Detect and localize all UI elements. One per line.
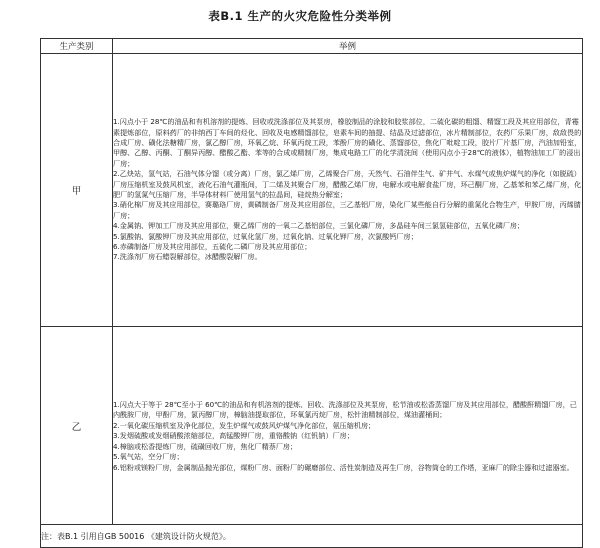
example-item: 1.闪点大于等于 28℃至小于 60℃的油品和有机溶剂的提炼、回收、洗涤部位及其泵房，松节油或松香蒸馏厂房及其应用部位，醋酸酐精馏厂房，己内酰胺厂房，甲酚厂房，氯丙醇厂房，樟脑油提取部位，环氧氯丙烷厂房，松针油精制部位，煤油灌桶间； [113, 400, 577, 420]
table-caption: 表B.1 生产的火灾危险性分类举例 [208, 9, 392, 23]
example-item: 3.发烟硫酸或发烟硝酸浓缩部位，高锰酸钾厂房，重铬酸钠（红钒钠）厂房； [113, 431, 354, 441]
table-row [41, 327, 583, 525]
example-item: 6.铝粉或镁粉厂房，金属制品抛光部位，煤粉厂房、面粉厂的碾磨部位、活性炭制造及再生厂房，谷物筒仓的工作塔，亚麻厂的除尘器和过滤器室。 [113, 462, 574, 472]
examples-cell [113, 54, 583, 327]
header-examples: 举例 [113, 39, 583, 54]
example-item: 4.樟脑或松香提炼厂房，硫磺回收厂房，焦化厂精萘厂房； [113, 441, 298, 451]
category-cell: 甲 [41, 54, 113, 327]
example-item: 7.洗涤剂厂房石蜡裂解部位，冰醋酸裂解厂房。 [113, 252, 262, 262]
header-category: 生产类别 [41, 39, 113, 54]
table-header-row [41, 39, 583, 54]
fire-hazard-table [40, 38, 583, 548]
table-note: 注：表B.1 引用自GB 50016 《建筑设计防火规范》。 [41, 525, 583, 548]
example-item: 5.氯酸钠、氯酸钾厂房及其应用部位，过氧化氢厂房，过氧化钠、过氧化钾厂房，次氯酸钙厂房； [113, 231, 418, 241]
examples-cell [113, 327, 583, 525]
table-row [41, 54, 583, 327]
table-note-row [41, 525, 583, 548]
example-item: 5.氧气站，空分厂房； [113, 452, 184, 462]
example-item: 3.硝化棉厂房及其应用部位，赛璐珞厂房，黄磷制备厂房及其应用部位，三乙基铝厂房，染化厂某些能自行分解的重氮化合物生产，甲胺厂房，丙烯腈厂房； [113, 200, 581, 220]
example-item: 2.乙炔站，氢气站，石油气体分馏（或分离）厂房，氯乙烯厂房，乙烯聚合厂房，天然气、石油伴生气、矿井气、水煤气或焦炉煤气的净化（如脱硫）厂房压缩机室及鼓风机室，液化石油气灌瓶间，丁二烯及其聚合厂房，醋酸乙烯厂房，电解水或电解食盐厂房，环己酮厂房，乙基苯和苯乙烯厂房，化肥厂的氢氮气压缩厂房，半导体材料厂使用氢气的拉晶间，硅烷热分解室； [113, 169, 582, 199]
example-item: 6.赤磷制备厂房及其应用部位，五硫化二磷厂房及其应用部位； [113, 242, 312, 252]
example-item: 1.闪点小于 28℃的油品和有机溶剂的提炼、回收或洗涤部位及其泵房，橡胶制品的涂胶和胶浆部位，二硫化碳的粗馏、精馏工段及其应用部位，青霉素提炼部位，原料药厂的非纳西丁车间的烃化、回收及电感精馏部位，皂素车间的抽提、结晶及过滤部位，冰片精制部位，农药厂乐果厂房，敌敌畏的合成厂房、磺化法糖精厂房，氯乙醇厂房，环氧乙烷、环氧丙烷工段，苯酚厂房的磺化、蒸馏部位，焦化厂吡啶工段，胶片厂片基厂房，汽油加铅室，甲醇、乙醇、丙酮、丁酮异丙醇、醋酸乙酯、苯等的合成或精制厂房，集成电路工厂的化学清洗间（使用闪点小于28℃的液体），植物油加工厂的浸出厂房； [113, 117, 582, 168]
example-item: 4.金属钠、钾加工厂房及其应用部位，聚乙烯厂房的一氧二乙基铝部位，三氯化磷厂房，多晶硅车间三氯氢硅部位，五氧化磷厂房； [113, 221, 525, 231]
category-cell: 乙 [41, 327, 113, 525]
example-item: 2.一氧化碳压缩机室及净化部位，发生炉煤气或鼓风炉煤气净化部位，氨压缩机房； [113, 420, 376, 430]
